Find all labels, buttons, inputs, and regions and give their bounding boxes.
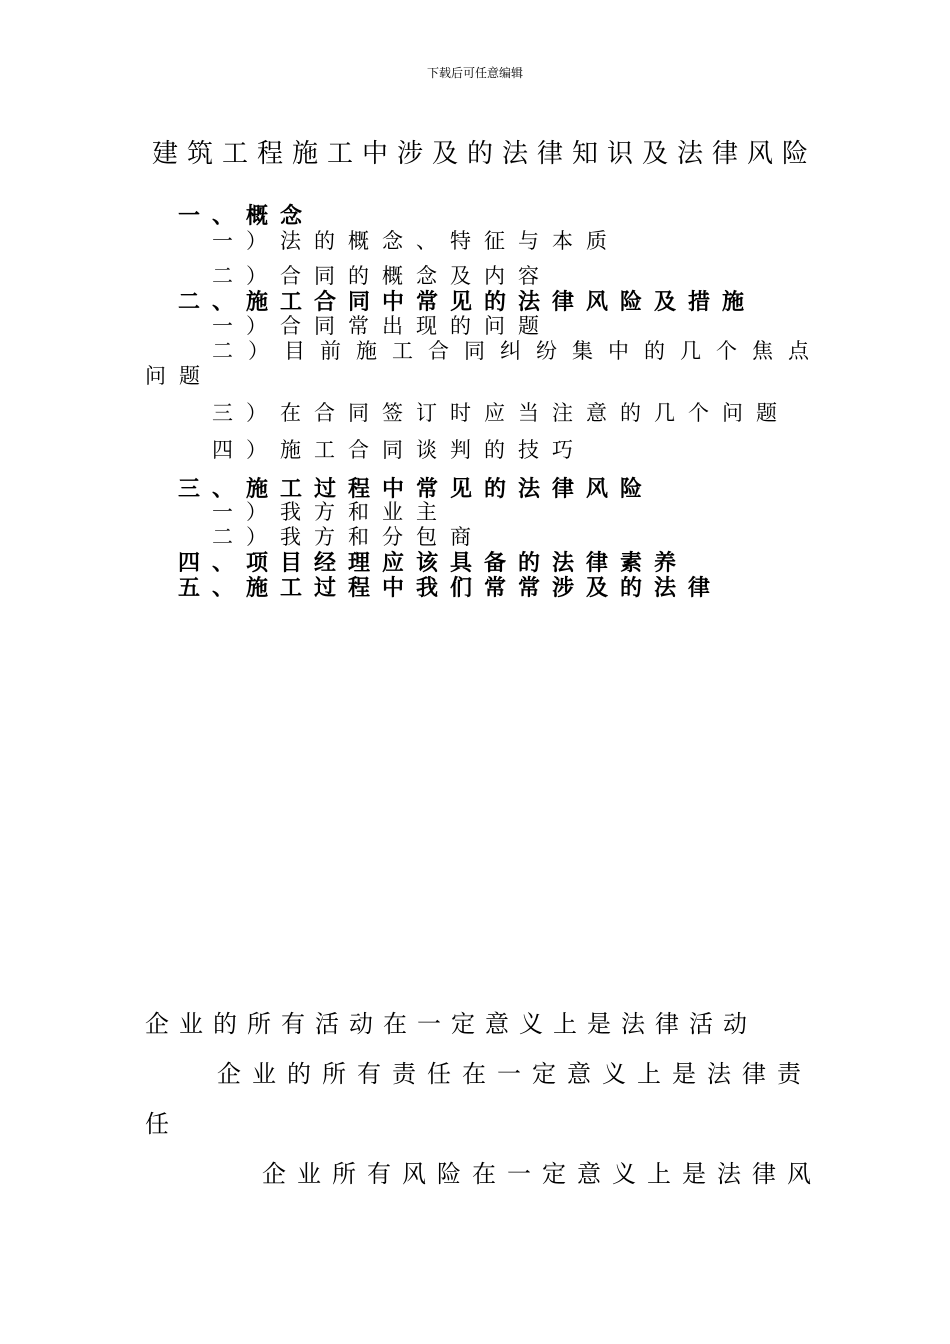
outline-item-2-1: 一）合同常出现的问题 (212, 314, 552, 338)
paragraph-risks: 企业所有风险在一定意义上是法律风 (262, 1160, 822, 1188)
page-header-note: 下载后可任意编辑 (426, 66, 523, 80)
outline-section-3: 三、施工过程中常见的法律风险 (178, 477, 655, 502)
outline-section-4: 四、项目经理应该具备的法律素养 (178, 551, 689, 576)
paragraph-responsibilities-continued: 任 (145, 1110, 179, 1138)
outline-section-5: 五、施工过程中我们常常涉及的法律 (178, 576, 723, 601)
outline-item-2-4: 四）施工合同谈判的技巧 (212, 438, 586, 462)
outline-section-1: 一、概念 (178, 204, 315, 229)
outline-item-3-1: 一）我方和业主 (212, 500, 450, 524)
outline-item-3-2: 二）我方和分包商 (212, 525, 484, 549)
document-title: 建筑工程施工中涉及的法律知识及法律风险 (152, 139, 818, 169)
paragraph-activities: 企业的所有活动在一定意义上是法律活动 (145, 1010, 757, 1038)
outline-item-2-2: 二）目前施工合同纠纷集中的几个焦点 (212, 339, 824, 363)
outline-item-1-2: 二）合同的概念及内容 (212, 264, 552, 288)
outline-item-2-3: 三）在合同签订时应当注意的几个问题 (212, 401, 790, 425)
outline-section-2: 二、施工合同中常见的法律风险及措施 (178, 290, 757, 315)
outline-item-1-1: 一）法的概念、特征与本质 (212, 229, 620, 253)
paragraph-responsibilities: 企业的所有责任在一定意义上是法律责 (217, 1060, 812, 1088)
outline-item-2-2-continued: 问题 (145, 364, 213, 388)
